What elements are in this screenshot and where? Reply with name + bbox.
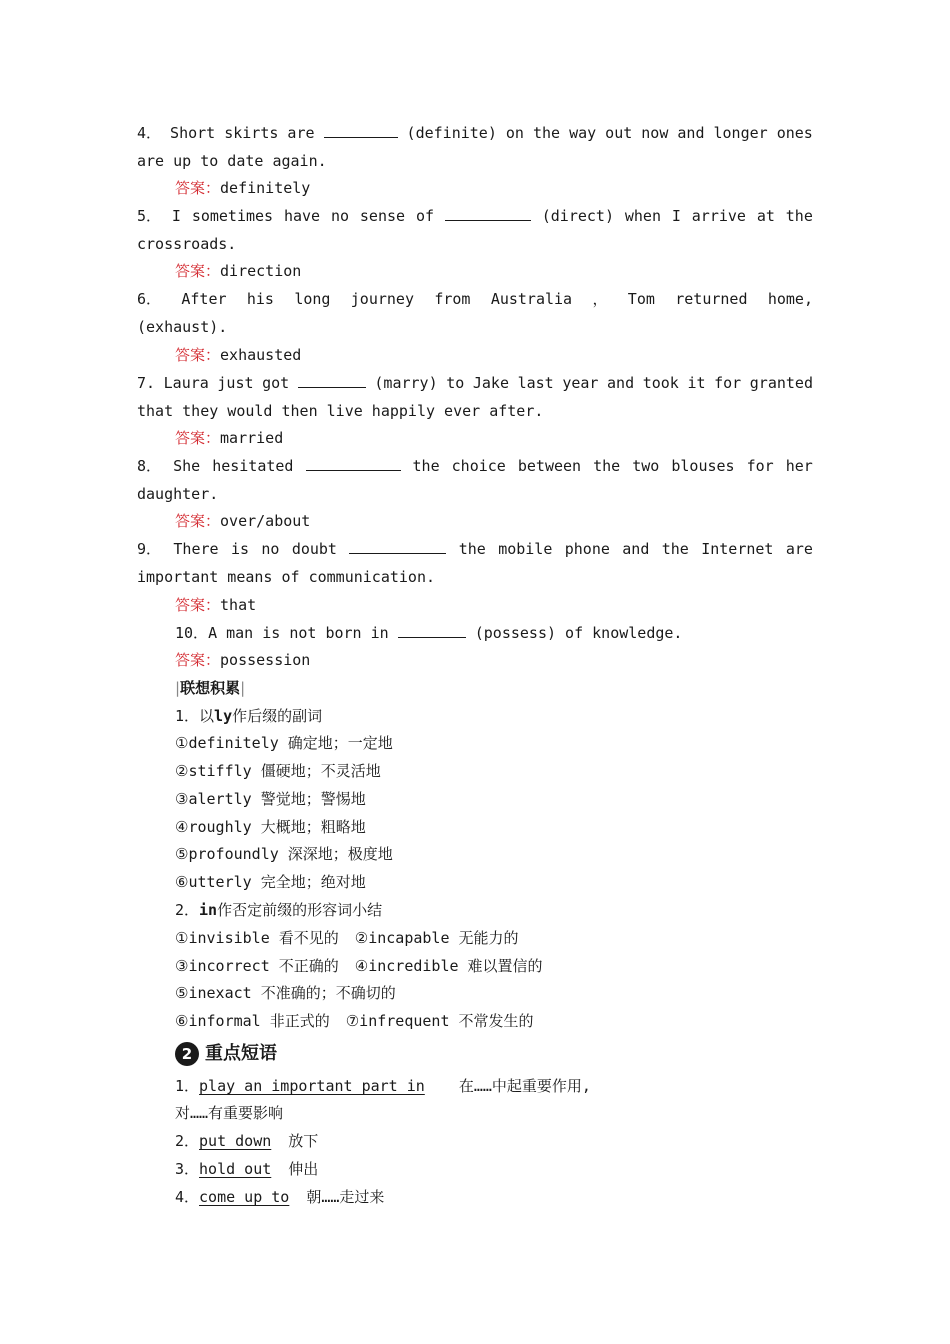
exercise-9-line xyxy=(137,539,813,559)
exercise-8-answer xyxy=(175,511,310,531)
word: choice xyxy=(451,457,506,475)
list-item: ②stiffly 僵硬地；不灵活地 xyxy=(175,762,381,780)
word: I xyxy=(171,207,181,225)
word: sometimes xyxy=(191,207,274,225)
answer-blank[interactable] xyxy=(298,373,366,388)
word: doubt xyxy=(291,540,337,558)
word: between xyxy=(517,457,582,475)
exercise-6-line xyxy=(137,289,813,309)
answer-text: possession xyxy=(220,651,311,669)
exercise-8-line xyxy=(137,456,813,476)
list-item: ④roughly 大概地；粗略地 xyxy=(175,818,366,836)
word: ， xyxy=(592,290,608,308)
word: skirts xyxy=(224,124,279,142)
assoc-tag xyxy=(175,678,245,698)
exercise-4-answer xyxy=(175,178,310,198)
heading-text: 作后缀的副词 xyxy=(232,707,323,725)
exercise-5-line xyxy=(137,206,813,226)
exercise-6-continuation: (exhaust). xyxy=(137,318,228,336)
answer-label: 答案： xyxy=(175,651,221,669)
word: blouses xyxy=(671,457,735,475)
word: for xyxy=(746,457,774,475)
word: for xyxy=(714,374,742,392)
word: from xyxy=(434,290,471,308)
heading-bold: in xyxy=(199,901,218,919)
word: out xyxy=(605,124,633,142)
word: and xyxy=(607,374,635,392)
list-item: ⑤inexact 不准确的；不确切的 xyxy=(175,984,396,1002)
phrase-meaning: 朝……走过来 xyxy=(306,1188,385,1206)
word: There xyxy=(173,540,219,558)
phrase-item xyxy=(175,1076,591,1096)
answer-blank[interactable] xyxy=(324,123,398,138)
heading-text: 以 xyxy=(199,707,215,725)
word: to xyxy=(446,374,465,392)
section-title: 重点短语 xyxy=(205,1043,277,1064)
word: After xyxy=(181,290,227,308)
word: way xyxy=(569,124,597,142)
word: last xyxy=(517,374,554,392)
answer-label: 答案： xyxy=(175,596,221,614)
answer-text: definitely xyxy=(220,179,311,197)
list-item: ①definitely 确定地；一定地 xyxy=(175,734,393,752)
answer-label: 答案： xyxy=(175,262,221,280)
word: home, xyxy=(767,290,813,308)
word: granted xyxy=(749,374,813,392)
exercise-number: 10． xyxy=(175,624,209,642)
sentence-text: A man is not born in xyxy=(208,624,389,642)
answer-text: exhausted xyxy=(220,346,302,364)
word: phone xyxy=(564,540,610,558)
exercise-10-line xyxy=(175,623,682,643)
exercise-4-line xyxy=(137,123,813,143)
answer-label: 答案： xyxy=(175,179,221,197)
phrase-text: play an important part in xyxy=(199,1077,425,1095)
word: his xyxy=(246,290,274,308)
exercise-5-answer xyxy=(175,261,301,281)
word: the xyxy=(661,540,689,558)
phrase-text: come up to xyxy=(199,1188,290,1206)
word: her xyxy=(785,457,813,475)
exercise-5-continuation: crossroads. xyxy=(137,235,237,253)
answer-label: 答案： xyxy=(175,512,221,530)
word: are xyxy=(287,124,315,142)
list-item: ①invisible 看不见的 xyxy=(175,929,339,947)
answer-blank[interactable] xyxy=(398,623,466,638)
word: it xyxy=(687,374,706,392)
word: the xyxy=(458,540,486,558)
word: the xyxy=(593,457,621,475)
word: just xyxy=(217,374,254,392)
word: on xyxy=(505,124,524,142)
exercise-number: 7. xyxy=(137,374,156,392)
word: have xyxy=(283,207,321,225)
word: ones xyxy=(776,124,813,142)
phrase-meaning-continuation: 对……有重要影响 xyxy=(175,1104,284,1122)
word: no xyxy=(261,540,280,558)
answer-text: married xyxy=(220,429,284,447)
word: are xyxy=(785,540,813,558)
list-row xyxy=(175,928,519,948)
word: (definite) xyxy=(406,124,497,142)
exercise-9-answer xyxy=(175,595,256,615)
list-item: ⑦infrequent 不常发生的 xyxy=(345,1012,534,1030)
phrase-number: 3． xyxy=(175,1160,200,1178)
word: the xyxy=(412,457,440,475)
answer-blank[interactable] xyxy=(306,456,401,471)
phrase-number: 1． xyxy=(175,1077,200,1095)
word: now xyxy=(641,124,669,142)
exercise-number: 8． xyxy=(137,457,162,475)
group-number: 1． xyxy=(175,707,200,725)
phrase-meaning: 放下 xyxy=(288,1132,319,1150)
phrase-meaning: 伸出 xyxy=(288,1160,319,1178)
tag-bracket-left: | xyxy=(175,679,181,697)
list-row xyxy=(175,983,396,1003)
exercise-number: 6． xyxy=(137,290,162,308)
word: at xyxy=(756,207,775,225)
list-item: ②incapable 无能力的 xyxy=(354,929,519,947)
phrase-item xyxy=(175,1187,384,1207)
answer-label: 答案： xyxy=(175,346,221,364)
word: Australia xyxy=(490,290,573,308)
section-number-badge: 2 xyxy=(175,1042,199,1066)
exercise-7-line xyxy=(137,373,813,393)
word: and xyxy=(622,540,650,558)
phrase-text: put down xyxy=(199,1132,272,1150)
list-item: ⑥utterly 完全地；绝对地 xyxy=(175,873,366,891)
tag-bracket-right: | xyxy=(240,679,246,697)
word: She xyxy=(173,457,201,475)
answer-blank[interactable] xyxy=(445,206,531,221)
list-item: ③alertly 警觉地；警惕地 xyxy=(175,790,366,808)
exercise-6-answer xyxy=(175,345,301,365)
exercise-number: 5． xyxy=(137,207,162,225)
exercise-7-answer xyxy=(175,428,283,448)
word: got xyxy=(262,374,290,392)
word: year xyxy=(562,374,599,392)
phrase-meaning: 在……中起重要作用, xyxy=(458,1077,591,1095)
phrase-text: hold out xyxy=(199,1160,272,1178)
assoc-group1-heading xyxy=(175,706,322,726)
exercise-number: 4． xyxy=(137,124,162,142)
word: Jake xyxy=(472,374,509,392)
word: two xyxy=(632,457,660,475)
list-item: ⑤profoundly 深深地；极度地 xyxy=(175,845,393,863)
word: the xyxy=(785,207,813,225)
list-row xyxy=(175,956,543,976)
word: returned xyxy=(675,290,748,308)
word: took xyxy=(642,374,679,392)
word: sense xyxy=(359,207,406,225)
word: journey xyxy=(350,290,414,308)
word: long xyxy=(294,290,331,308)
heading-bold: ly xyxy=(214,707,233,725)
section-heading xyxy=(175,1041,277,1067)
list-row xyxy=(175,1011,534,1031)
word: (direct) xyxy=(541,207,614,225)
list-item: ③incorrect 不正确的 xyxy=(175,957,339,975)
word: and xyxy=(677,124,705,142)
word: of xyxy=(415,207,434,225)
word: arrive xyxy=(691,207,746,225)
word: (marry) xyxy=(374,374,438,392)
word: Tom xyxy=(627,290,655,308)
word: I xyxy=(671,207,681,225)
word: Internet xyxy=(701,540,774,558)
phrase-number: 2． xyxy=(175,1132,200,1150)
exercise-9-continuation: important means of communication. xyxy=(137,568,436,586)
exercise-4-continuation: are up to date again. xyxy=(137,152,327,170)
phrase-item xyxy=(175,1131,318,1151)
word: hesitated xyxy=(212,457,294,475)
word: is xyxy=(230,540,249,558)
assoc-tag-label: 联想积累 xyxy=(180,679,241,697)
word: longer xyxy=(713,124,768,142)
answer-text: direction xyxy=(220,262,302,280)
answer-blank[interactable] xyxy=(349,539,446,554)
exercise-number: 9． xyxy=(137,540,162,558)
word: when xyxy=(624,207,661,225)
sentence-text: (possess) of knowledge. xyxy=(474,624,683,642)
word: no xyxy=(330,207,350,225)
assoc-group2-heading xyxy=(175,900,382,920)
answer-text: that xyxy=(220,596,257,614)
word: mobile xyxy=(498,540,553,558)
group-number: 2． xyxy=(175,901,200,919)
phrase-item xyxy=(175,1159,318,1179)
exercise-8-continuation: daughter. xyxy=(137,485,219,503)
word: the xyxy=(532,124,561,142)
heading-text: 作否定前缀的形容词小结 xyxy=(217,901,383,919)
exercise-7-continuation: that they would then live happily ever after. xyxy=(137,402,544,420)
word: Laura xyxy=(163,374,209,392)
answer-label: 答案： xyxy=(175,429,221,447)
word: Short xyxy=(170,124,216,142)
exercise-10-answer xyxy=(175,650,310,670)
answer-text: over/about xyxy=(220,512,311,530)
list-item: ⑥informal 非正式的 xyxy=(175,1012,330,1030)
phrase-number: 4． xyxy=(175,1188,200,1206)
list-item: ④incredible 难以置信的 xyxy=(354,957,543,975)
